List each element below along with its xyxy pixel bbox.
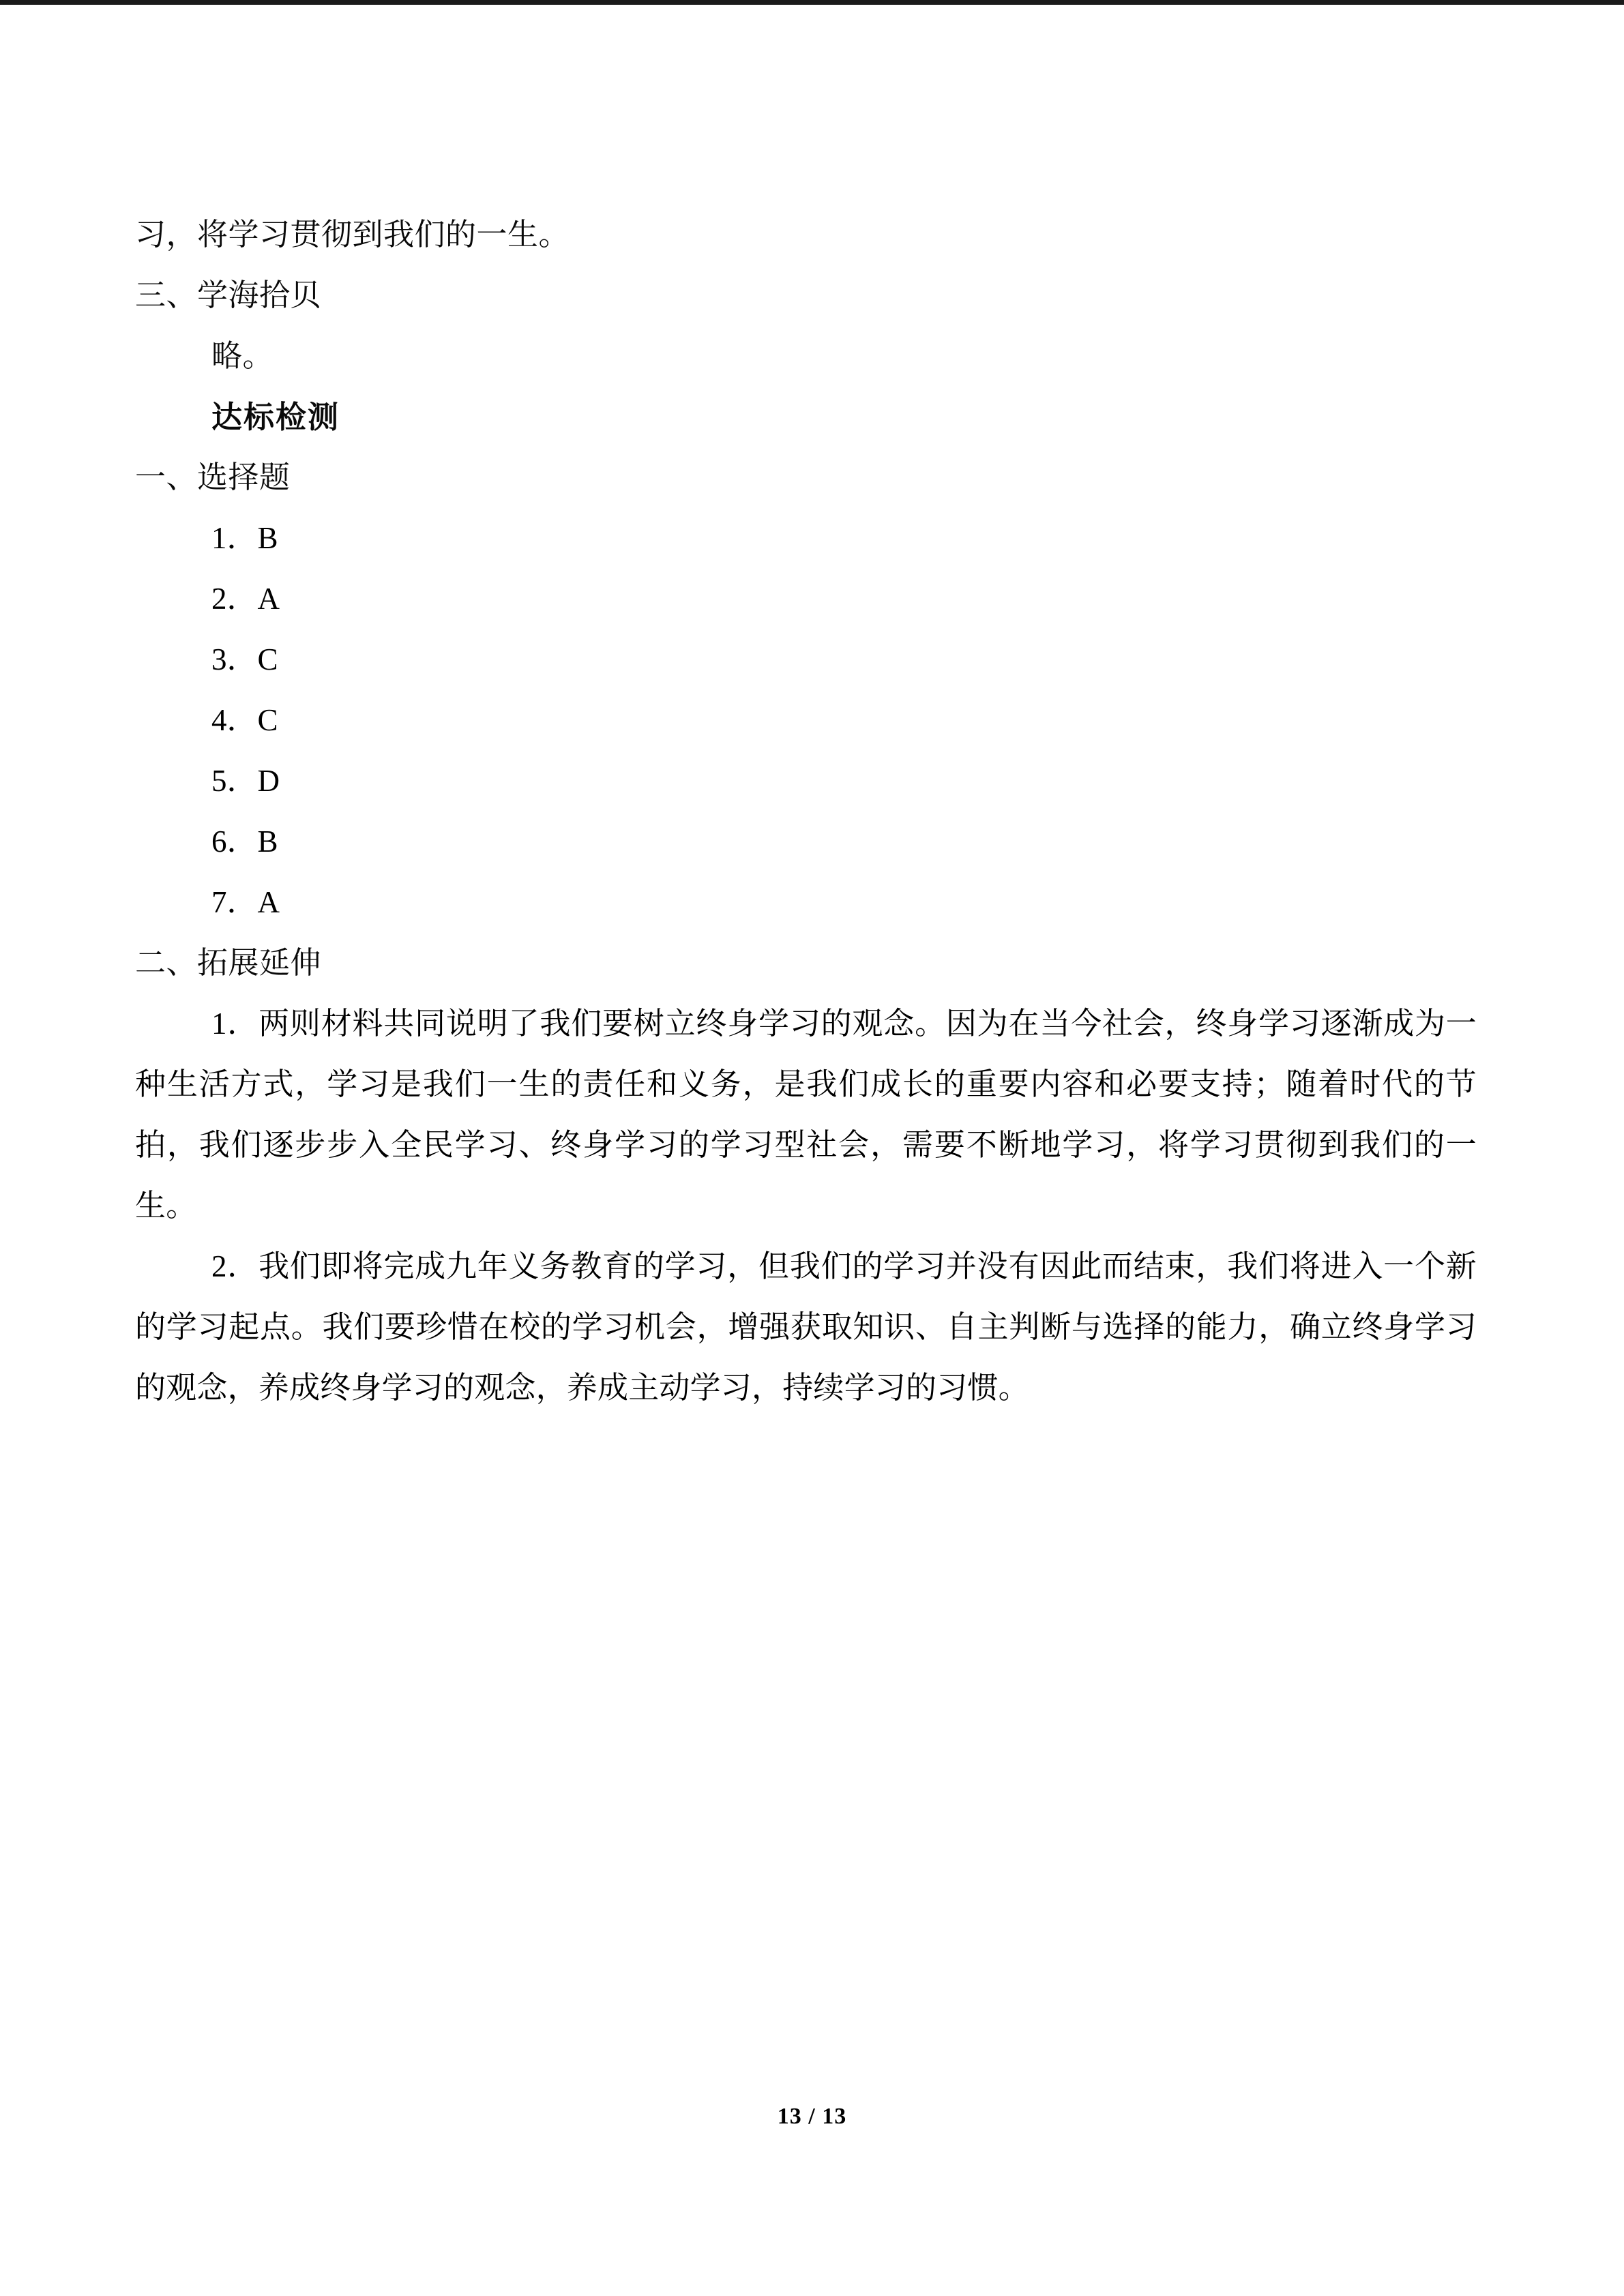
extension-answer-paragraph-1: 1．两则材料共同说明了我们要树立终身学习的观念。因为在当今社会，终身学习逐渐成为一种生活方式，学习是我们一生的责任和义务，是我们成长的重要内容和必要支持；随着时代的节拍，我们逐步步入全民学习、终身学习的学习型社会，需要不断地学习，将学习贯彻到我们的一生。: [135, 1007, 1477, 1223]
choice-answer-list: [135, 508, 1477, 933]
answer-number: 6．: [211, 824, 258, 859]
answer-number: 7．: [211, 885, 258, 919]
answer-item: [135, 872, 1477, 933]
continuation-paragraph: 习，将学习贯彻到我们的一生。: [135, 218, 570, 252]
answer-number: 5．: [211, 764, 258, 798]
answer-number: 2．: [211, 582, 258, 616]
page-number-footer: 13 / 13: [777, 2104, 847, 2129]
answer-item: [135, 629, 1477, 690]
answer-value: D: [257, 764, 280, 798]
answer-value: A: [257, 582, 280, 616]
answer-value: C: [257, 642, 278, 676]
test-section-heading: 达标检测: [211, 400, 340, 434]
answer-value: C: [257, 703, 278, 737]
answer-number: 1．: [211, 521, 258, 555]
section-three-body: 略。: [211, 339, 274, 373]
answer-item: [135, 751, 1477, 811]
section-three-heading: 三、学海拾贝: [135, 278, 322, 312]
answer-value: B: [257, 824, 278, 859]
answer-number: 4．: [211, 703, 258, 737]
answer-value: A: [257, 885, 280, 919]
extension-answer-paragraph-2: 2．我们即将完成九年义务教育的学习，但我们的学习并没有因此而结束，我们将进入一个新的学习起点。我们要珍惜在校的学习机会，增强获取知识、自主判断与选择的能力，确立终身学习的观念，养成终身学习的观念，养成主动学习，持续学习的习惯。: [135, 1249, 1477, 1405]
part-one-heading: 一、选择题: [135, 460, 291, 494]
answer-item: [135, 690, 1477, 751]
answer-item: [135, 508, 1477, 569]
answer-value: B: [257, 521, 278, 555]
answer-item: [135, 811, 1477, 872]
answer-item: [135, 569, 1477, 629]
part-two-heading: 二、拓展延伸: [135, 946, 322, 980]
answer-number: 3．: [211, 642, 258, 676]
